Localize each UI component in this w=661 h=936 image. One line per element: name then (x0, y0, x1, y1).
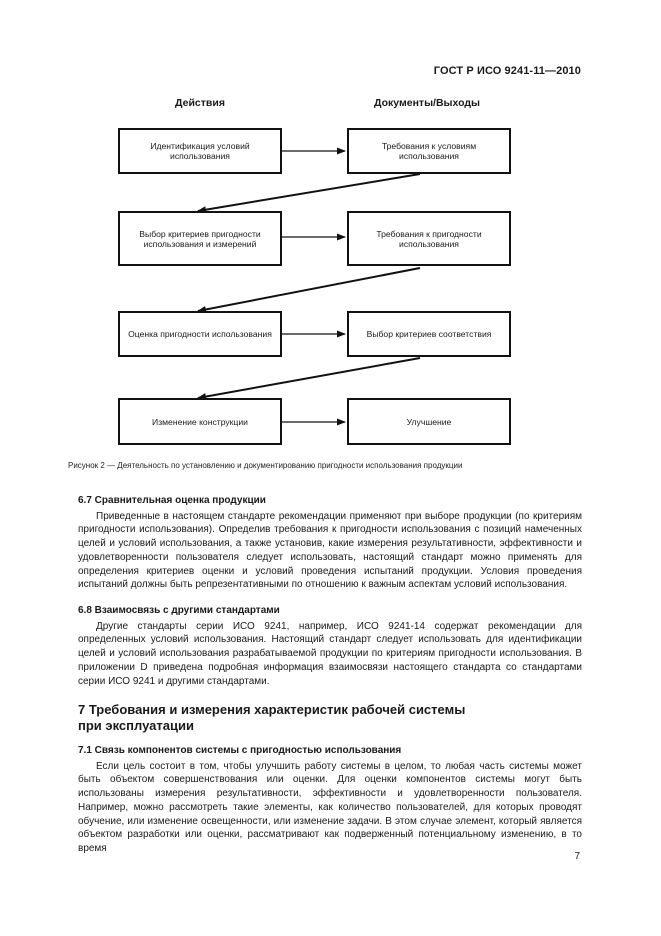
box-select-criteria: Выбор критериев пригодности использования и измерений (118, 211, 282, 266)
section-6-7 (78, 494, 582, 592)
section-7-heading-line1: 7 Требования и измерения характеристик рабочей системы (78, 702, 466, 717)
section-7-heading-line2: при эксплуатации (78, 718, 194, 733)
box-identify-conditions: Идентификация условий использования (118, 128, 282, 174)
box-usability-assessment: Оценка пригодности использования (118, 311, 282, 357)
section-7-heading (78, 702, 582, 734)
section-6-7-heading: 6.7 Сравнительная оценка продукции (78, 495, 266, 506)
section-7-1 (78, 744, 582, 856)
section-6-8-heading: 6.8 Взаимосвязь с другими стандартами (78, 605, 280, 616)
section-7-1-text: Если цель состоит в том, чтобы улучшить работу системы в целом, то любая часть системы может быть объектом совершенствования или оценки. Для оценки компонентов системы могут быть использованы измерения результативности, эффективности и удовлетворенности пользователя. Например, можно рассмотреть такие элементы, как количество пользователей, для которых проводят обучение, или изменение освещенности, или изменение задачи. В этом случае элемент, который является объектом разработки или оценки, рассматривают как подверженный потенциальному изменению, в то время (78, 760, 582, 854)
arrow-diag1 (198, 174, 420, 211)
figure-caption: Рисунок 2 — Деятельность по установлению и документированию пригодности использования продукции (68, 461, 463, 470)
arrow-diag3 (198, 358, 420, 398)
box-improvement: Улучшение (347, 398, 511, 445)
section-7-1-heading: 7.1 Связь компонентов системы с пригодностью использования (78, 745, 402, 756)
document-id-header: ГОСТ Р ИСО 9241-11—2010 (433, 65, 581, 77)
section-6-8-text: Другие стандарты серии ИСО 9241, например, ИСО 9241-14 содержат рекомендации для определенных условий использования. Настоящий стандарт следует использовать для идентификации целей и условий использования разрабатываемой продукции по критериям пригодности использования. В приложении D приведена подробная информация взаимосвязи настоящего стандарта со стандартами серии ИСО 9241 и другими стандартами. (78, 620, 582, 687)
page-number: 7 (574, 851, 580, 862)
box-condition-requirements: Требования к условиям использования (347, 128, 511, 174)
actions-column-title: Действия (175, 97, 225, 109)
box-conformance-criteria: Выбор критериев соответствия (347, 311, 511, 357)
arrow-diag2 (198, 268, 420, 311)
box-design-change: Изменение конструкции (118, 398, 282, 445)
section-6-8 (78, 604, 582, 688)
box-usability-requirements: Требования к пригодности использования (347, 211, 511, 266)
documents-column-title: Документы/Выходы (374, 97, 480, 109)
section-6-7-text: Приведенные в настоящем стандарте рекомендации применяют при выборе продукции (по критериям пригодности использования). Определив требования к пригодности использования с позиций намеченных целей и условий использования, а также установив, какие измерения результативности, эффективности и удовлетворенности пользователя следует использовать, настоящий стандарт можно применять для определения критериев оценки и условий проведения испытаний продукции. Условия проведения испытаний должны быть репрезентативными по отношению к важным аспектам условий использования. (78, 510, 582, 591)
